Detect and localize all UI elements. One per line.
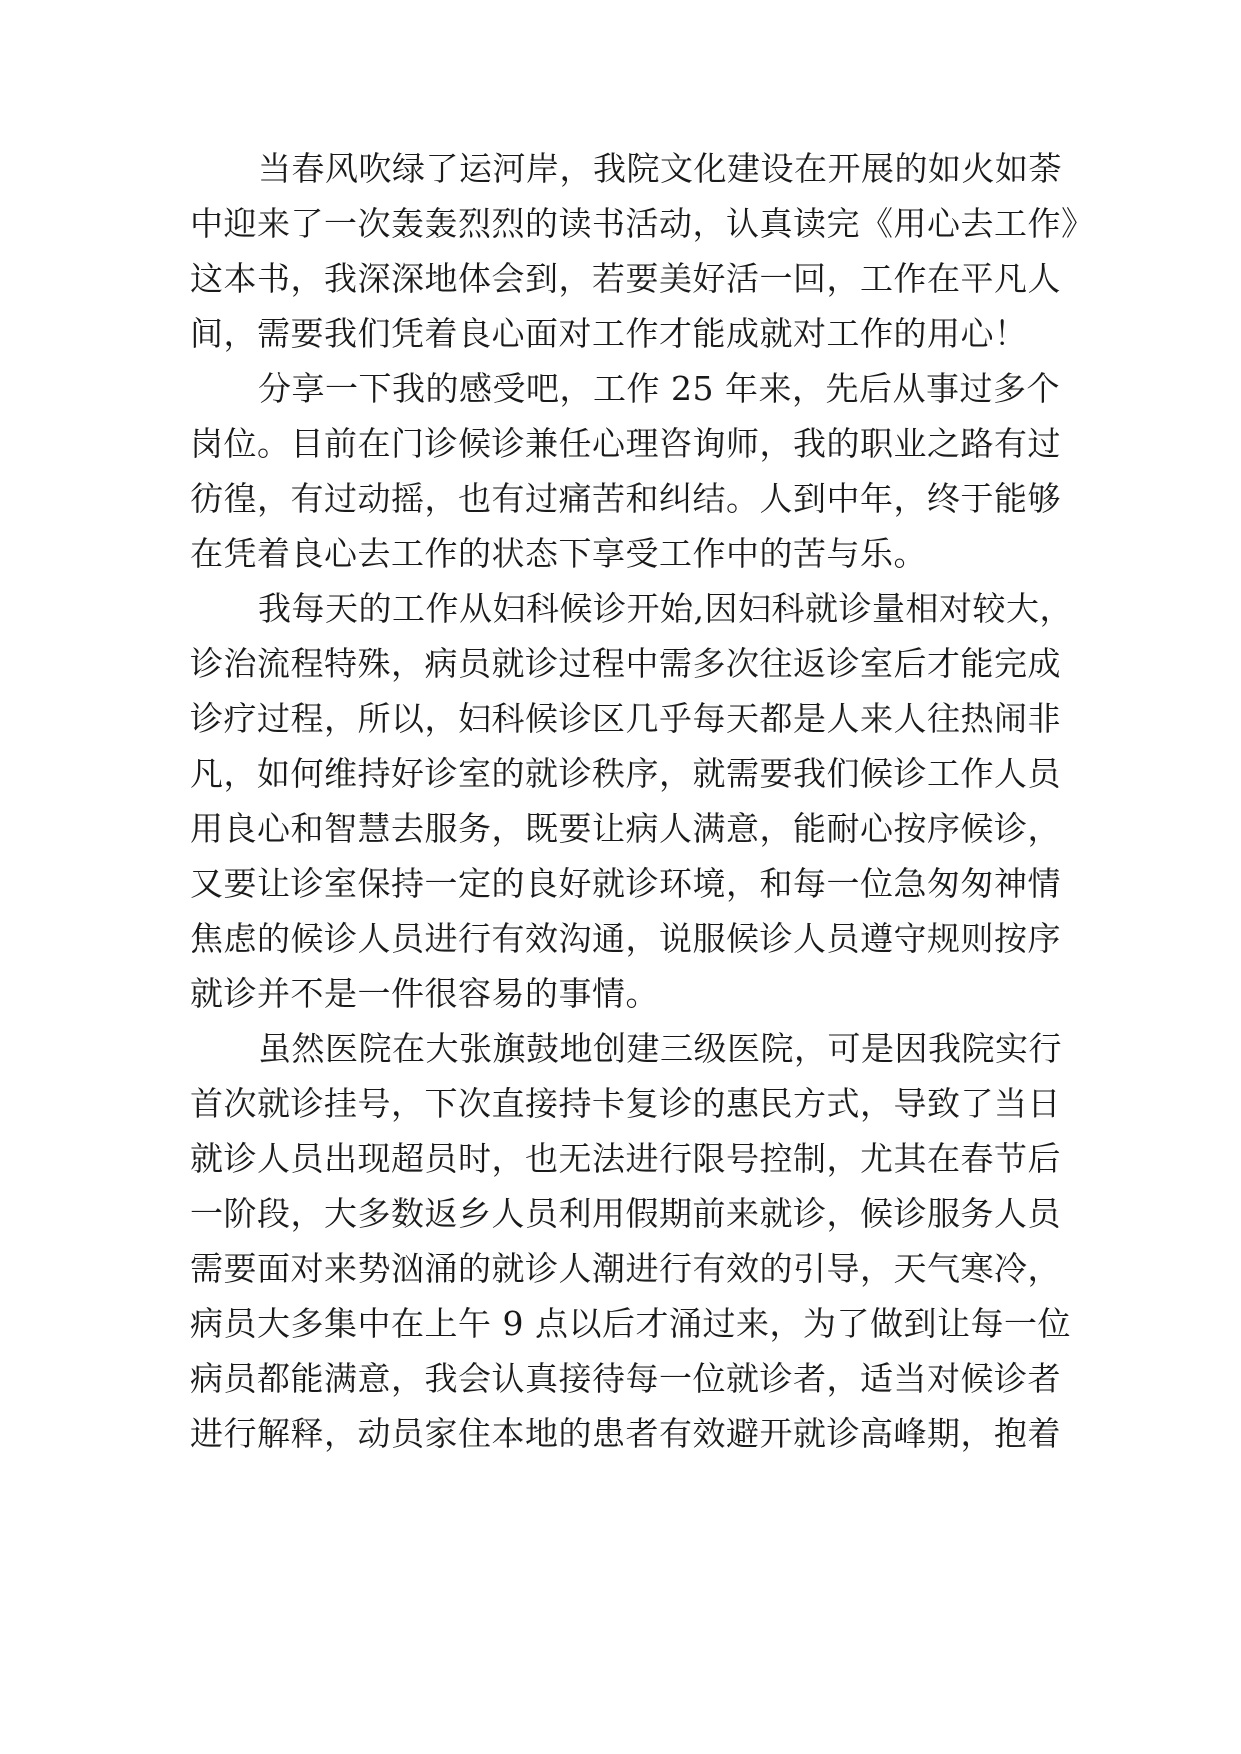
paragraph-line: 病员大多集中在上午 9 点以后才涌过来，为了做到让每一位 bbox=[190, 1304, 1071, 1343]
paragraph-line: 分享一下我的感受吧，工作 25 年来，先后从事过多个 bbox=[258, 369, 1060, 408]
paragraph-line: 就诊人员出现超员时，也无法进行限号控制，尤其在春节后 bbox=[190, 1139, 1061, 1178]
paragraph-line: 当春风吹绿了运河岸，我院文化建设在开展的如火如荼 bbox=[258, 149, 1062, 188]
paragraph-line: 进行解释，动员家住本地的患者有效避开就诊高峰期，抱着 bbox=[190, 1414, 1061, 1453]
paragraph-line: 诊治流程特殊，病员就诊过程中需多次往返诊室后才能完成 bbox=[190, 644, 1061, 683]
paragraph-line: 彷徨，有过动摇，也有过痛苦和纠结。人到中年，终于能够 bbox=[190, 479, 1061, 518]
paragraph-line: 需要面对来势汹涌的就诊人潮进行有效的引导，天气寒冷， bbox=[190, 1249, 1061, 1288]
paragraph-line: 诊疗过程，所以，妇科候诊区几乎每天都是人来人往热闹非 bbox=[190, 699, 1061, 738]
paragraph-line: 用良心和智慧去服务，既要让病人满意，能耐心按序候诊， bbox=[190, 809, 1061, 848]
paragraph-line: 首次就诊挂号，下次直接持卡复诊的惠民方式，导致了当日 bbox=[190, 1084, 1061, 1123]
paragraph-line: 中迎来了一次轰轰烈烈的读书活动，认真读完《用心去工作》 bbox=[190, 204, 1095, 243]
paragraph-line: 凡，如何维持好诊室的就诊秩序，就需要我们候诊工作人员 bbox=[190, 754, 1061, 793]
paragraph-line: 间，需要我们凭着良心面对工作才能成就对工作的用心！ bbox=[190, 314, 1028, 353]
paragraph-line: 焦虑的候诊人员进行有效沟通，说服候诊人员遵守规则按序 bbox=[190, 919, 1061, 958]
paragraph-line: 岗位。目前在门诊候诊兼任心理咨询师，我的职业之路有过 bbox=[190, 424, 1061, 463]
paragraph-line: 病员都能满意，我会认真接待每一位就诊者，适当对候诊者 bbox=[190, 1359, 1061, 1398]
paragraph-line: 虽然医院在大张旗鼓地创建三级医院，可是因我院实行 bbox=[258, 1029, 1062, 1068]
paragraph-line: 这本书，我深深地体会到，若要美好活一回，工作在平凡人 bbox=[190, 259, 1061, 298]
paragraph-line: 就诊并不是一件很容易的事情。 bbox=[190, 974, 659, 1013]
paragraph-line: 我每天的工作从妇科候诊开始,因妇科就诊量相对较大， bbox=[258, 589, 1073, 628]
paragraph-line: 一阶段，大多数返乡人员利用假期前来就诊，候诊服务人员 bbox=[190, 1194, 1061, 1233]
paragraph-line: 在凭着良心去工作的状态下享受工作中的苦与乐。 bbox=[190, 534, 927, 573]
paragraph-line: 又要让诊室保持一定的良好就诊环境，和每一位急匆匆神情 bbox=[190, 864, 1061, 903]
